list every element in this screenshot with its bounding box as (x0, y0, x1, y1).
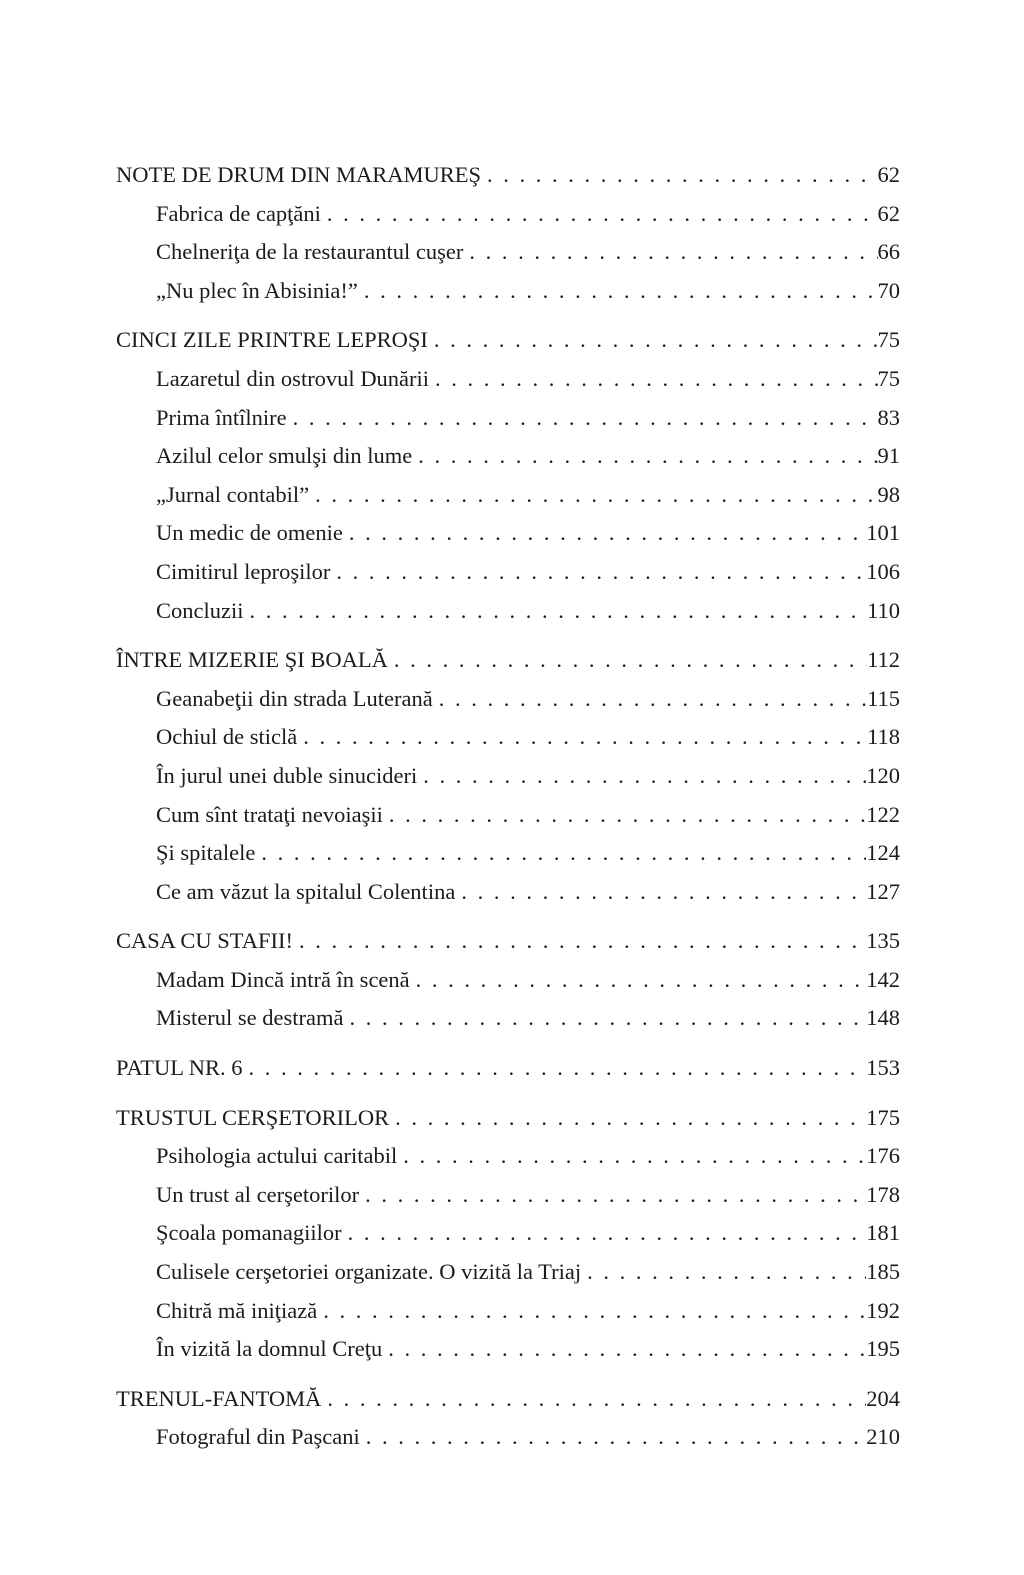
toc-leader-dots (343, 514, 866, 553)
toc-entry (116, 1380, 900, 1419)
toc-entry-label: Şi spitalele (156, 840, 256, 866)
toc-entry (116, 1292, 900, 1331)
toc-leader-dots (330, 553, 866, 592)
toc-entry-page: 66 (877, 239, 900, 265)
toc-entry-label: Geanabeţii din strada Luterană (156, 685, 433, 711)
toc-leader-dots (255, 834, 866, 873)
toc-entry (116, 1099, 900, 1138)
toc-entry-label: Fotograful din Paşcani (156, 1424, 360, 1450)
toc-entry-page: 142 (866, 966, 900, 992)
toc-entry-label: În jurul unei duble sinucideri (156, 762, 418, 788)
toc-entry-page: 70 (877, 277, 900, 303)
toc-entry (116, 476, 900, 515)
toc-entry (116, 321, 900, 360)
toc-leader-dots (417, 757, 866, 796)
toc-entry-label: CASA CU STAFII! (116, 928, 293, 954)
toc-entry-label: TRENUL-FANTOMĂ (116, 1385, 322, 1411)
toc-leader-dots (463, 233, 877, 272)
toc-leader-dots (433, 680, 867, 719)
toc-entry-label: Un medic de omenie (156, 520, 343, 546)
toc-leader-dots (343, 999, 866, 1038)
toc-leader-dots (321, 1380, 866, 1419)
table-of-contents (116, 156, 900, 1457)
toc-entry (116, 1330, 900, 1369)
toc-entry-page: 195 (866, 1336, 900, 1362)
toc-entry-label: Cum sînt trataţi nevoiaşii (156, 801, 383, 827)
toc-leader-dots (359, 1176, 866, 1215)
toc-entry-label: Un trust al cerşetorilor (156, 1181, 360, 1207)
toc-entry-label: Concluzii (156, 597, 244, 623)
toc-leader-dots (428, 321, 878, 360)
toc-entry (116, 1253, 900, 1292)
toc-entry-label: Fabrica de capţăni (156, 200, 321, 226)
toc-entry-label: Ochiul de sticlă (156, 724, 298, 750)
toc-entry-page: 75 (877, 327, 900, 353)
toc-entry-label: „Jurnal contabil” (156, 481, 310, 507)
toc-leader-dots (342, 1214, 867, 1253)
toc-entry (116, 834, 900, 873)
toc-entry-label: NOTE DE DRUM DIN MARAMUREŞ (116, 162, 482, 187)
toc-entry-label: PATUL NR. 6 (116, 1055, 243, 1081)
toc-entry (116, 873, 900, 912)
toc-entry-page: 118 (867, 724, 900, 750)
toc-leader-dots (481, 156, 877, 195)
toc-entry-page: 101 (866, 520, 900, 546)
toc-entry (116, 796, 900, 835)
toc-entry (116, 1137, 900, 1176)
toc-leader-dots (243, 592, 867, 631)
toc-entry-page: 83 (877, 404, 900, 430)
toc-entry (116, 553, 900, 592)
toc-entry-page: 75 (877, 365, 900, 391)
toc-leader-dots (243, 1049, 867, 1088)
toc-entry-label: În vizită la domnul Creţu (156, 1336, 383, 1362)
toc-entry (116, 272, 900, 311)
toc-entry-label: „Nu plec în Abisinia!” (156, 277, 358, 303)
toc-leader-dots (388, 641, 867, 680)
toc-entry (116, 1176, 900, 1215)
toc-entry-page: 204 (866, 1385, 900, 1411)
toc-entry-page: 181 (866, 1220, 900, 1246)
toc-entry-page: 91 (877, 443, 900, 469)
toc-leader-dots (321, 195, 878, 234)
toc-entry-page: 120 (866, 762, 900, 788)
toc-entry (116, 999, 900, 1038)
toc-leader-dots (287, 399, 878, 438)
toc-leader-dots (293, 922, 866, 961)
toc-leader-dots (410, 961, 867, 1000)
toc-entry (116, 680, 900, 719)
toc-entry-label: Ce am văzut la spitalul Colentina (156, 878, 456, 904)
toc-entry (116, 437, 900, 476)
toc-entry-label: Culisele cerşetoriei organizate. O vizită la Triaj (156, 1259, 582, 1285)
toc-leader-dots (360, 1418, 867, 1457)
toc-entry (116, 718, 900, 757)
toc-entry (116, 641, 900, 680)
toc-entry-page: 135 (866, 928, 900, 954)
toc-leader-dots (358, 272, 878, 311)
toc-entry-page: 124 (866, 840, 900, 866)
toc-entry-label: Chelneriţa de la restaurantul cuşer (156, 239, 464, 265)
toc-leader-dots (455, 873, 866, 912)
toc-leader-dots (317, 1292, 866, 1331)
toc-entry (116, 360, 900, 399)
toc-entry-label: Chitră mă iniţiază (156, 1297, 318, 1323)
toc-entry-label: Cimitirul leproşilor (156, 558, 331, 584)
toc-entry (116, 233, 900, 272)
toc-entry-page: 127 (866, 878, 900, 904)
toc-entry-page: 112 (867, 647, 900, 673)
toc-leader-dots (581, 1253, 866, 1292)
toc-entry-page: 176 (866, 1143, 900, 1169)
toc-entry-page: 62 (877, 162, 900, 187)
toc-entry (116, 1214, 900, 1253)
toc-entry (116, 156, 900, 195)
toc-entry-page: 122 (866, 801, 900, 827)
toc-entry-label: CINCI ZILE PRINTRE LEPROŞI (116, 327, 428, 353)
toc-entry (116, 592, 900, 631)
toc-entry-page: 210 (866, 1424, 900, 1450)
toc-entry (116, 399, 900, 438)
toc-entry-label: ÎNTRE MIZERIE ŞI BOALĂ (116, 647, 388, 673)
toc-leader-dots (397, 1137, 866, 1176)
toc-entry (116, 922, 900, 961)
toc-entry (116, 1049, 900, 1088)
toc-entry-page: 148 (866, 1005, 900, 1031)
toc-entry (116, 757, 900, 796)
toc-entry-page: 106 (866, 558, 900, 584)
toc-entry-page: 62 (877, 200, 900, 226)
toc-entry-label: TRUSTUL CERŞETORILOR (116, 1104, 390, 1130)
toc-entry-page: 115 (867, 685, 900, 711)
toc-entry (116, 961, 900, 1000)
toc-entry-page: 175 (866, 1104, 900, 1130)
toc-leader-dots (382, 1330, 866, 1369)
toc-entry-page: 98 (877, 481, 900, 507)
toc-leader-dots (429, 360, 877, 399)
toc-entry-page: 153 (866, 1055, 900, 1081)
toc-entry (116, 1418, 900, 1457)
toc-leader-dots (297, 718, 867, 757)
toc-entry-label: Azilul celor smulşi din lume (156, 443, 413, 469)
toc-entry-page: 192 (866, 1297, 900, 1323)
toc-entry-label: Madam Dincă intră în scenă (156, 966, 410, 992)
toc-entry (116, 195, 900, 234)
toc-leader-dots (389, 1099, 866, 1138)
toc-entry-label: Lazaretul din ostrovul Dunării (156, 365, 430, 391)
toc-entry (116, 514, 900, 553)
toc-entry-label: Şcoala pomanagiilor (156, 1220, 342, 1246)
toc-entry-label: Misterul se destramă (156, 1005, 344, 1031)
toc-entry-label: Psihologia actului caritabil (156, 1143, 398, 1169)
toc-leader-dots (309, 476, 877, 515)
toc-entry-page: 185 (866, 1259, 900, 1285)
toc-entry-page: 178 (866, 1181, 900, 1207)
toc-leader-dots (412, 437, 877, 476)
toc-entry-page: 110 (867, 597, 900, 623)
toc-entry-label: Prima întîlnire (156, 404, 287, 430)
toc-leader-dots (383, 796, 866, 835)
